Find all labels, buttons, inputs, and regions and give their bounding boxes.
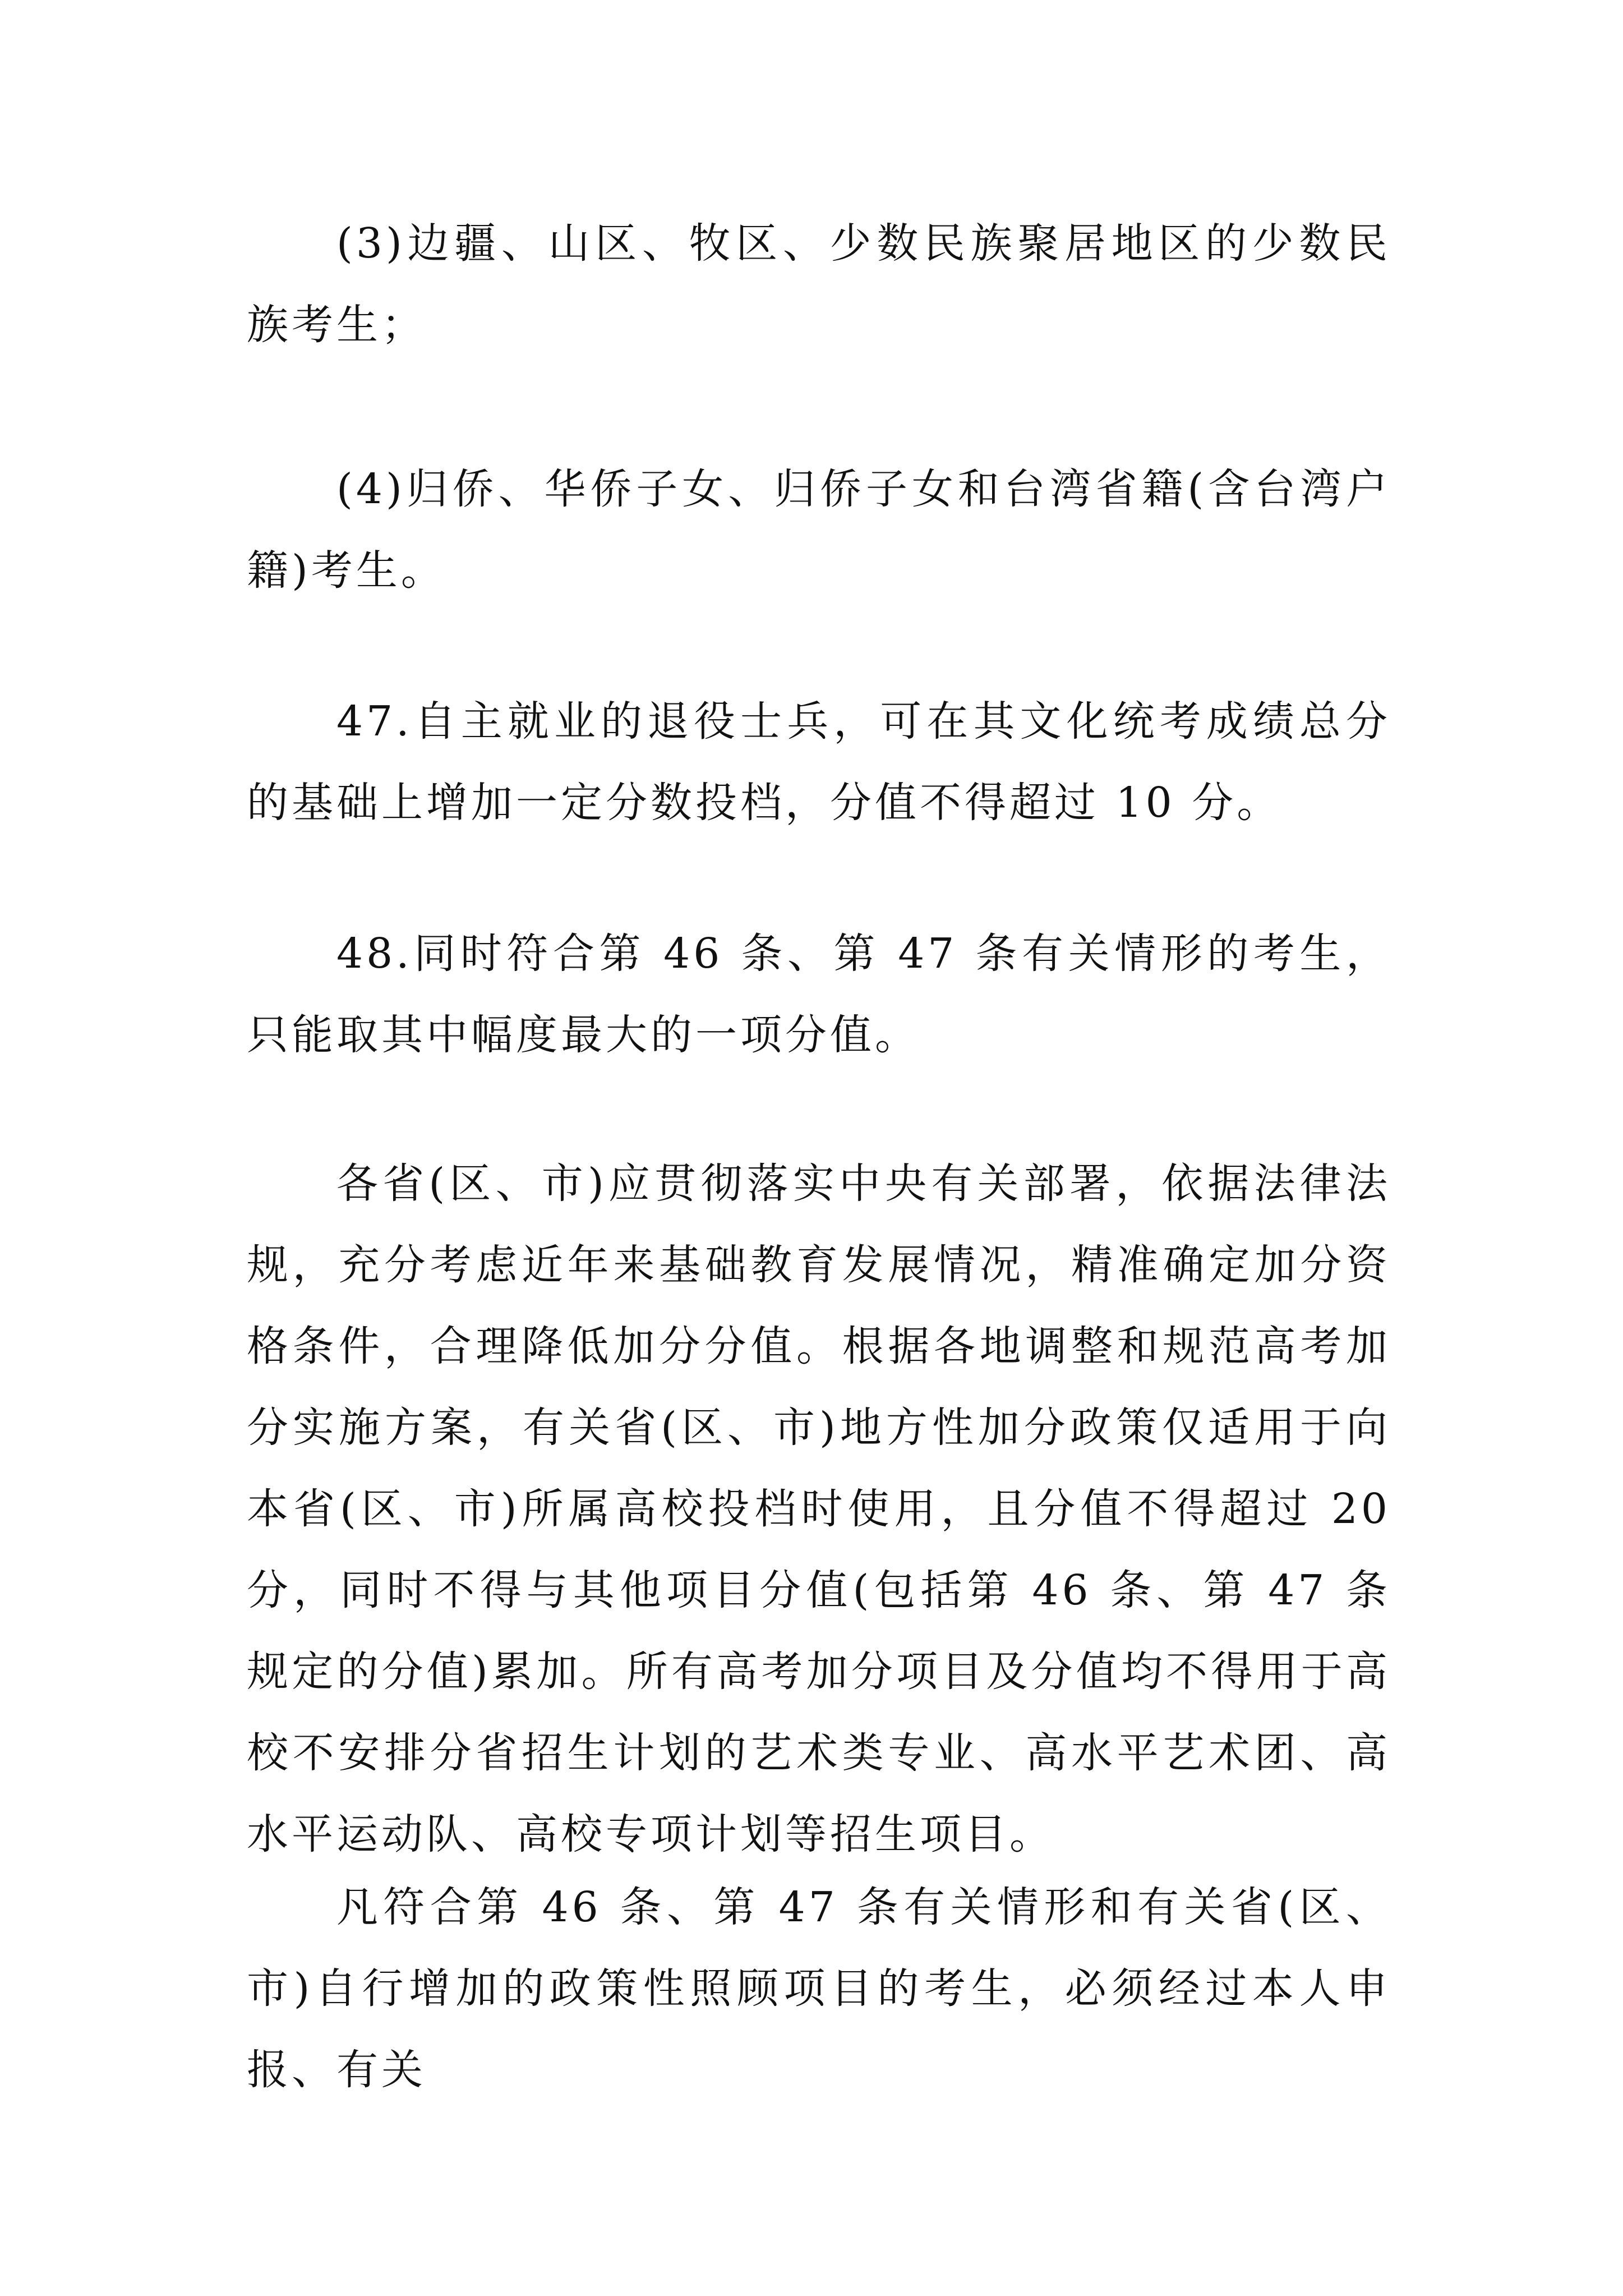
paragraph-article-48: 48.同时符合第 46 条、第 47 条有关情形的考生，只能取其中幅度最大的一项分值。 <box>247 930 1391 1059</box>
paragraph-item-3: (3)边疆、山区、牧区、少数民族聚居地区的少数民族考生； <box>247 219 1391 349</box>
paragraph-item-4: (4)归侨、华侨子女、归侨子女和台湾省籍(含台湾户籍)考生。 <box>247 465 1391 595</box>
paragraph-provincial-policy: 各省(区、市)应贯彻落实中央有关部署，依据法律法规，充分考虑近年来基础教育发展情况，精准确定加分资格条件，合理降低加分分值。根据各地调整和规范高考加分实施方案，有关省(区、市)地方性加分政策仅适用于向本省(区、市)所属高校投档时使用，且分值不得超过 20 分，同时不得与其他项目分值(包括第 46 条、第 47 条规定的分值)累加。所有高考加分项目及分值均不得用于高校不安排分省招生计划的艺术类专业、高水平艺术团、高水平运动队、高校专项计划等招生项目。 <box>247 1159 1391 1858</box>
paragraph-article-47: 47.自主就业的退役士兵，可在其文化统考成绩总分的基础上增加一定分数投档，分值不得超过 10 分。 <box>247 697 1391 827</box>
paragraph-eligibility-review: 凡符合第 46 条、第 47 条有关情形和有关省(区、市)自行增加的政策性照顾项目的考生，必须经过本人申报、有关 <box>247 1883 1391 2094</box>
